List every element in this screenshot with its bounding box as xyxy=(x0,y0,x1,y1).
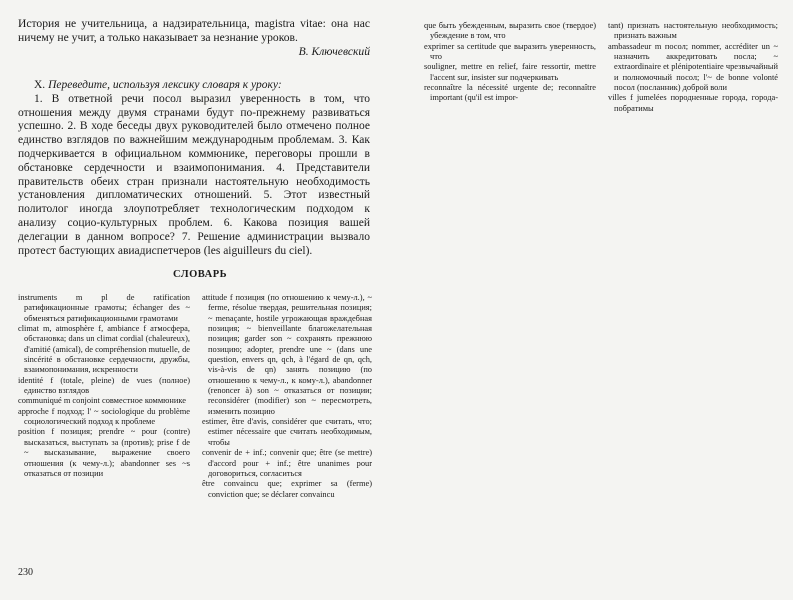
exercise-task: Переведите, используя лексику словаря к уроку: xyxy=(48,79,282,91)
epigraph-author: В. Ключевский xyxy=(298,45,370,58)
exercise-body: 1. В ответной речи посол выразил уверенность в том, что отношения между двумя странами будут по-прежнему развиваться успешно. 2. В ходе беседы двух руководителей было отмечено полное единство взглядов по важнейшим международным проблемам. 3. Как подчеркивается в официальном коммюнике, переговоры прошли в обстановке сердечности и взаимопонимания. 4. Представители правительств обеих стран признали настоятельную необходимость установления дипломатических отношений. 5. Этот известный политолог иногда злоупотребляет технологическим подходом к анализу социо-культурных проблем. 6. Какова позиция вашей делегации в данном вопросе? 7. Решение администрации вызвало протест бастующих авиадиспетчеров (les aiguilleurs du ciel). xyxy=(18,92,370,257)
dictionary-entry: climat m, atmosphère f, ambiance f атмосфера, обстановка; dans un climat cordial (chaleureux), d'amitié (amical), de compréhension mutuelle, de sincérité в обстановке сердечности, дружбы, взаимопонимания, искренности xyxy=(18,324,190,375)
dictionary-entry: exprimer sa certitude que выразить уверенность, что xyxy=(424,41,596,62)
exercise xyxy=(18,79,370,258)
dictionary-entry: convenir de + inf.; convenir que; être (se mettre) d'accord pour + inf.; être unanimes pour договориться, согласиться xyxy=(202,448,372,478)
epigraph-quote: История не учительница, а надзирательница, magistra vitae: она нас ничему не учит, а только наказывает за незнание уроков. xyxy=(18,17,370,44)
page-number: 230 xyxy=(18,567,33,578)
exercise-header xyxy=(18,79,370,93)
dictionary-entry: souligner, mettre en relief, faire ressortir, mettre l'accent sur, insister sur подчеркивать xyxy=(424,62,596,82)
dictionary-entry: ambassadeur m посол; nommer, accréditer un ~ назначить аккредитовать посла; ~ extraordinaire et plénipotentiaire чрезвычайный и полномочный посол; l'~ de bonne volonté посол (посланник) доброй воли xyxy=(608,41,778,93)
dictionary-entry: reconnaître la nécessité urgente de; reconnaître important (qu'il est impor- xyxy=(424,83,596,103)
dictionary-title: СЛОВАРЬ xyxy=(172,269,228,280)
dictionary-entry: estimer, être d'avis, considérer que считать, что; estimer nécessaire que считать необходимым, чтобы xyxy=(202,417,372,447)
dictionary-entry: être convaincu que; exprimer sa (ferme) conviction que; se déclarer convaincu xyxy=(202,479,372,499)
dictionary-column-right-2 xyxy=(608,21,778,114)
exercise-number: X. xyxy=(34,79,46,91)
epigraph xyxy=(18,17,370,59)
right-page xyxy=(400,0,793,600)
dictionary-entry: approche f подход; l' ~ sociologique du problème социологический подход к проблеме xyxy=(18,406,190,427)
dictionary-entry: que быть убежденным, выразить свое (твердое) убеждение в том, что xyxy=(424,21,596,41)
dictionary-column-middle xyxy=(202,293,372,500)
dictionary-column-left xyxy=(18,293,190,479)
dictionary-entry: villes f jumelées породненные города, города-побратимы xyxy=(608,93,778,113)
dictionary-entry: position f позиция; prendre ~ pour (contre) высказаться, выступать за (против); prise f de ~ высказывание, выражение своего отношения (к чему-л.); abandonner ses ~s отказаться от позиции xyxy=(18,427,190,478)
dictionary-entry: identité f (totale, pleine) de vues (полное) единство взглядов xyxy=(18,375,190,396)
dictionary-entry: communiqué m conjoint совместное коммюнике xyxy=(18,396,186,406)
dictionary-column-right-1 xyxy=(424,21,596,104)
dictionary-entry: instruments m pl de ratification ратификационные грамоты; échanger des ~ обменяться ратификационными грамотами xyxy=(18,293,190,323)
dictionary-entry: attitude f позиция (по отношению к чему-л.), ~ ferme, résolue твердая, решительная позиция; ~ menaçante, hostile угрожающая враждебная позиция; ~ bienveillante благожелательная позиция; garder son ~ сохранять прежнюю позицию; adopter, prendre une ~ (dans une question, envers qn, qch, à l'égard de qn, qch, vis-à-vis de qn) занять позицию (по отношению к чему-л., к кому-л.), abandonner (renoncer à) son ~ отказаться от позиции; reconsidérer (modifier) son ~ пересмотреть, изменить позицию xyxy=(202,293,372,416)
dictionary-entry: tant) признать настоятельную необходимость; признать важным xyxy=(608,21,778,41)
